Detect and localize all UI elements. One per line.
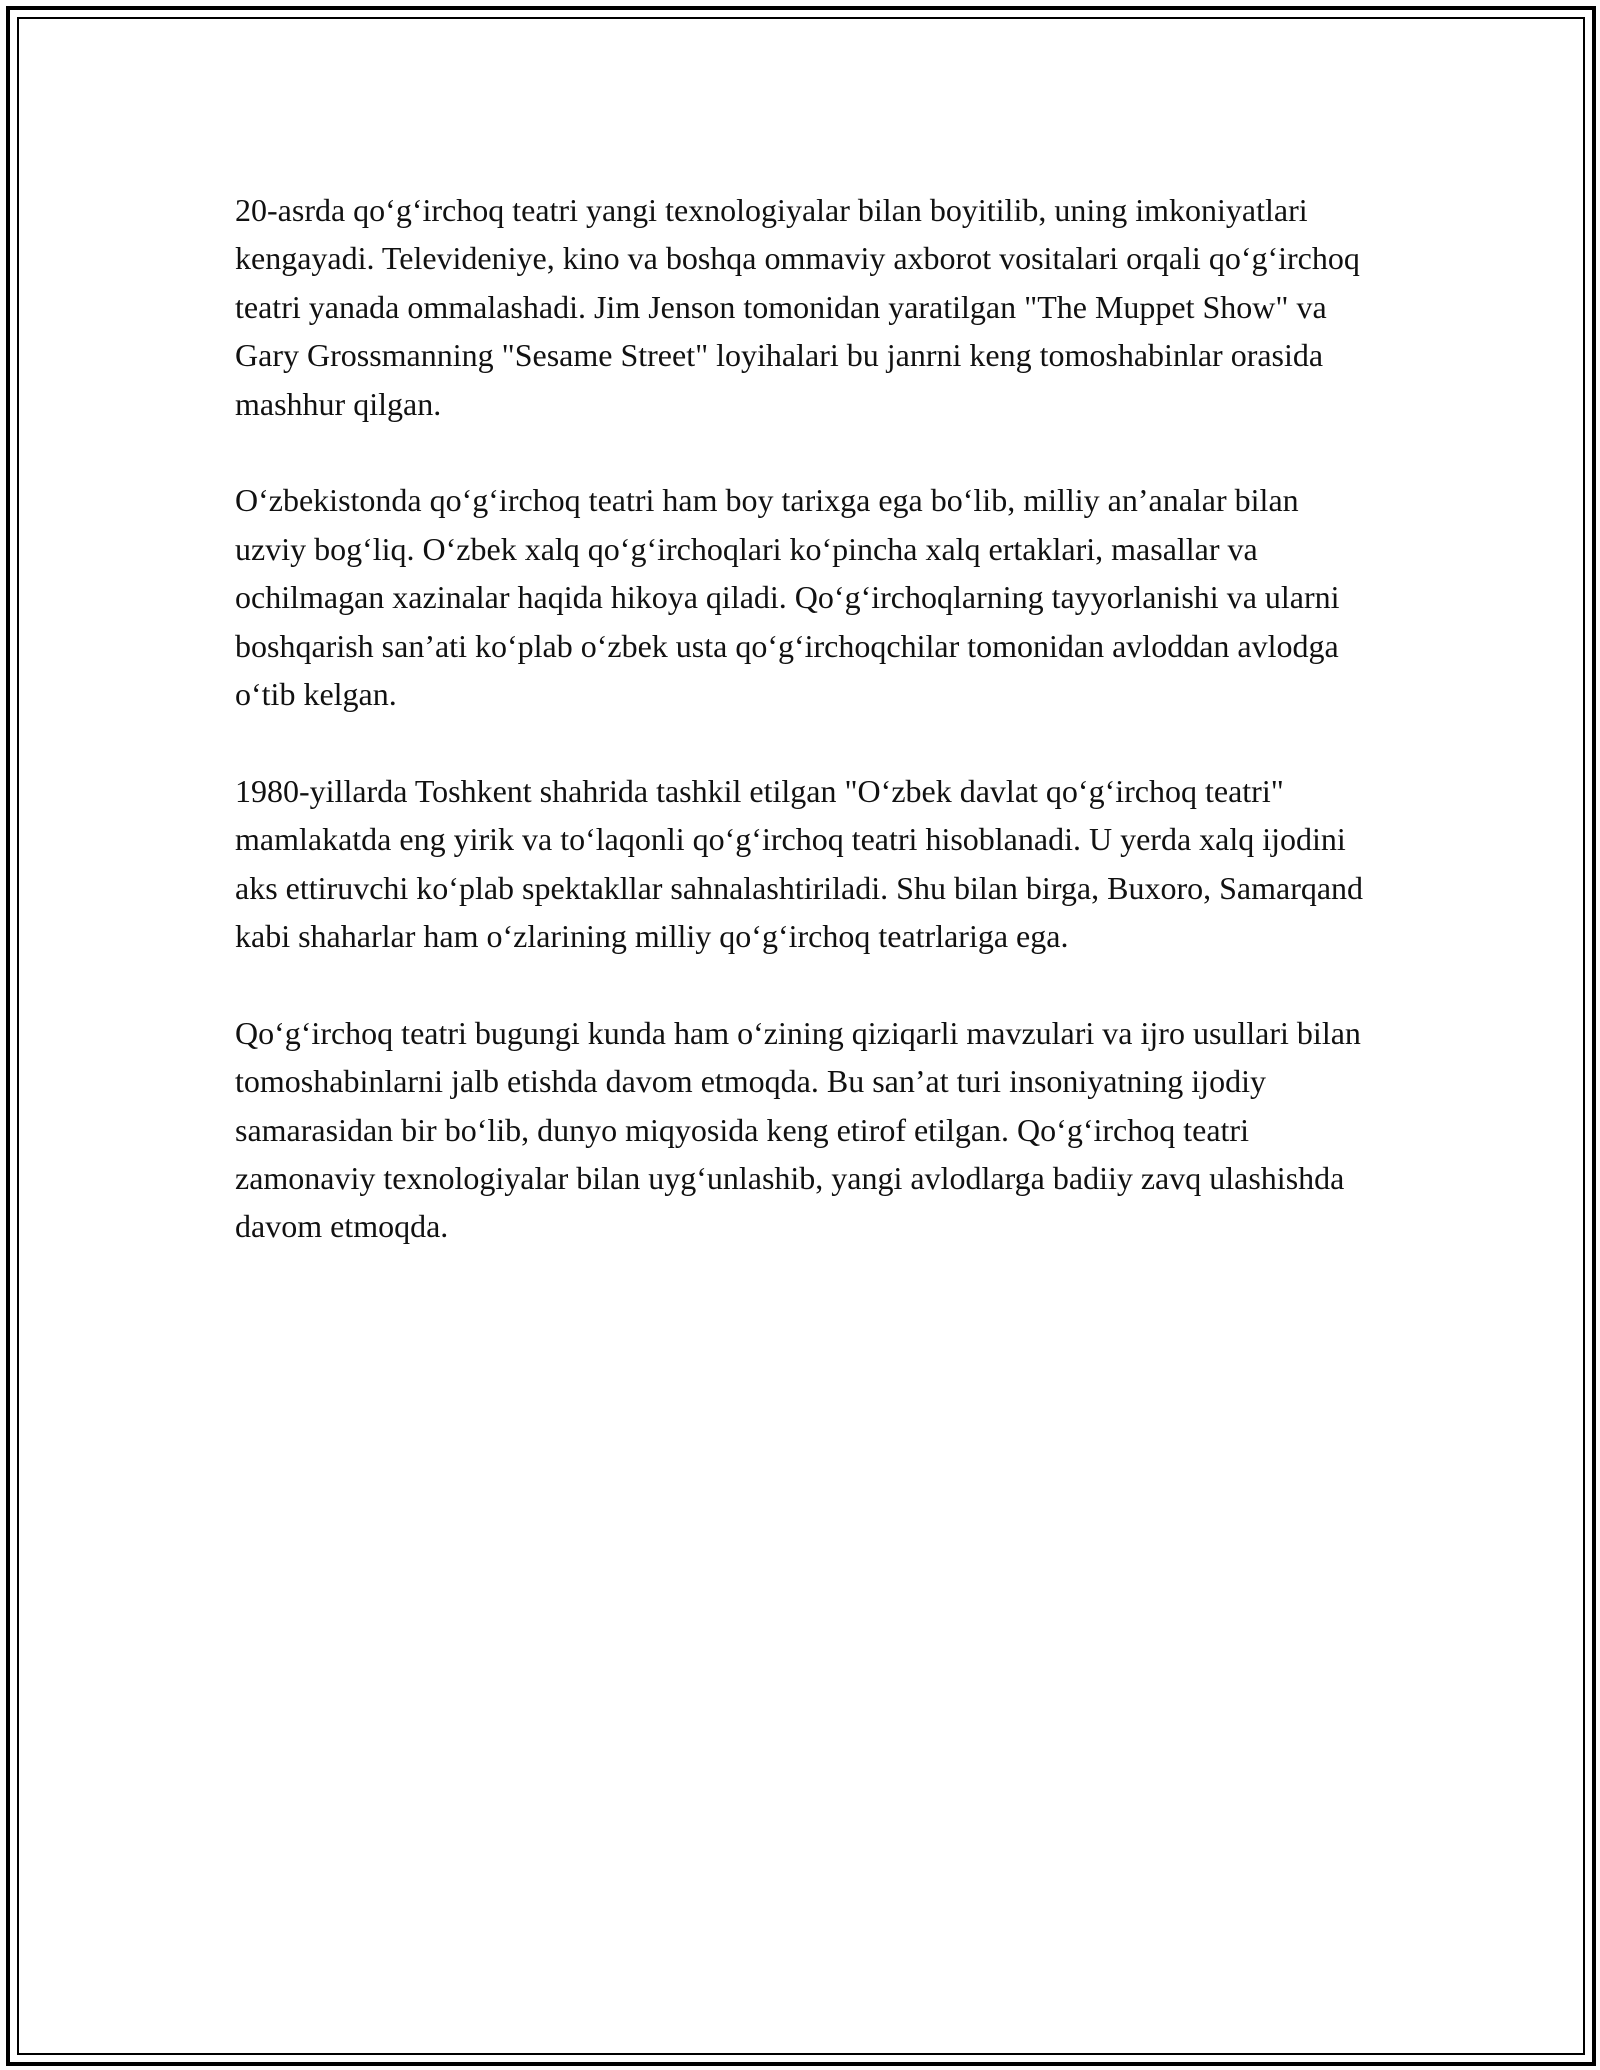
paragraph-3: 1980-yillarda Toshkent shahrida tashkil etilgan "O‘zbek davlat qo‘g‘irchoq teatri" mamlakatda eng yirik va to‘laqonli qo‘g‘irchoq teatri hisoblanadi. U yerda xalq ijodini aks ettiruvchi ko‘plab spektakllar sahnalashtiriladi. Shu bilan birga, Buxoro, Samarqand kabi shaharlar ham o‘zlarining milliy qo‘g‘irchoq teatrlariga ega.: [235, 772, 1364, 955]
paragraph-1: 20-asrda qo‘g‘irchoq teatri yangi texnologiyalar bilan boyitilib, uning imkoniyatlari kengayadi. Televideniye, kino va boshqa ommaviy axborot vositalari orqali qo‘g‘irchoq teatri yanada ommalashadi. Jim Jenson tomonidan yaratilgan "The Muppet Show" va Gary Grossmanning "Sesame Street" loyihalari bu janrni keng tomoshabinlar orasida mashhur qilgan.: [235, 192, 1360, 422]
document-body: [235, 186, 1375, 1299]
paragraph-2: O‘zbekistonda qo‘g‘irchoq teatri ham boy tarixga ega bo‘lib, milliy an’analar bilan uzviy bog‘liq. O‘zbek xalq qo‘g‘irchoqlari ko‘pincha xalq ertaklari, masallar va ochilmagan xazinalar haqida hikoya qiladi. Qo‘g‘irchoqlarning tayyorlanishi va ularni boshqarish san’ati ko‘plab o‘zbek usta qo‘g‘irchoqchilar tomonidan avloddan avlodga o‘tib kelgan.: [235, 482, 1340, 713]
paragraph-4: Qo‘g‘irchoq teatri bugungi kunda ham o‘zining qiziqarli mavzulari va ijro usullari bilan tomoshabinlarni jalb etishda davom etmoqda. Bu san’at turi insoniyatning ijodiy samarasidan bir bo‘lib, dunyo miqyosida keng etirof etilgan. Qo‘g‘irchoq teatri zamonaviy texnologiyalar bilan uyg‘unlashib, yangi avlodlarga badiiy zavq ulashishda davom etmoqda.: [235, 1014, 1361, 1245]
